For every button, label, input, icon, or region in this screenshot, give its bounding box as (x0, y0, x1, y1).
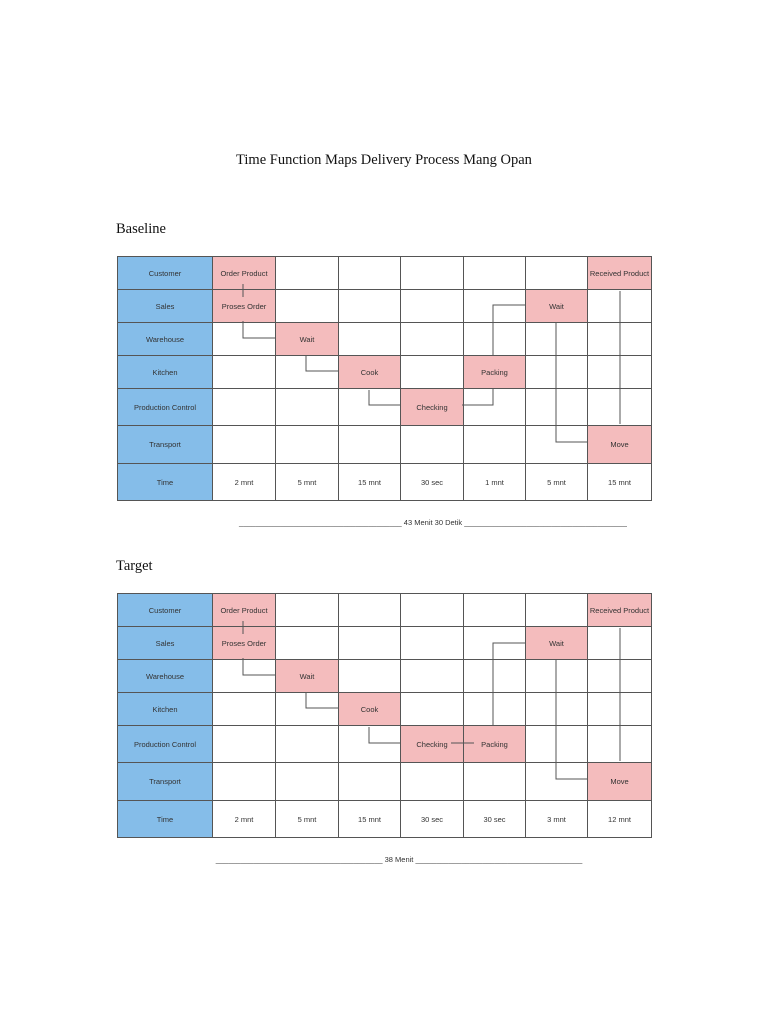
cell (588, 389, 652, 426)
cell (588, 726, 652, 763)
time-value: 30 sec (401, 464, 464, 501)
cell (339, 426, 401, 464)
baseline-time-function-map (117, 256, 652, 501)
cell (339, 257, 401, 290)
time-row (118, 801, 652, 838)
cell (464, 426, 526, 464)
table-row (118, 257, 652, 290)
cell (526, 426, 588, 464)
cell (401, 660, 464, 693)
time-value: 12 mnt (588, 801, 652, 838)
time-value: 5 mnt (276, 464, 339, 501)
cell (339, 323, 401, 356)
table-row (118, 290, 652, 323)
cell (464, 323, 526, 356)
cell (276, 290, 339, 323)
cell (401, 693, 464, 726)
cell (276, 426, 339, 464)
cell (213, 726, 276, 763)
cell (526, 323, 588, 356)
table-row (118, 726, 652, 763)
cell (526, 257, 588, 290)
cell (213, 389, 276, 426)
cell (339, 389, 401, 426)
cell (588, 660, 652, 693)
row-label-kitchen: Kitchen (118, 356, 213, 389)
activity-proses-order: Proses Order (213, 627, 276, 660)
activity-move: Move (588, 426, 652, 464)
time-value: 30 sec (464, 801, 526, 838)
cell (401, 290, 464, 323)
cell (588, 627, 652, 660)
activity-warehouse-wait: Wait (276, 323, 339, 356)
cell (464, 594, 526, 627)
row-label-transport: Transport (118, 426, 213, 464)
cell (276, 389, 339, 426)
cell (213, 693, 276, 726)
time-value: 2 mnt (213, 464, 276, 501)
row-label-customer: Customer (118, 594, 213, 627)
time-value: 1 mnt (464, 464, 526, 501)
cell (526, 693, 588, 726)
cell (213, 763, 276, 801)
cell (464, 763, 526, 801)
row-label-warehouse: Warehouse (118, 660, 213, 693)
row-label-customer: Customer (118, 257, 213, 290)
table-row (118, 627, 652, 660)
cell (464, 257, 526, 290)
row-label-kitchen: Kitchen (118, 693, 213, 726)
time-value: 3 mnt (526, 801, 588, 838)
cell (339, 627, 401, 660)
cell (464, 627, 526, 660)
activity-checking: Checking (401, 389, 464, 426)
time-value: 2 mnt (213, 801, 276, 838)
activity-cook: Cook (339, 693, 401, 726)
cell (401, 627, 464, 660)
cell (464, 389, 526, 426)
target-heading: Target (116, 558, 153, 574)
cell (401, 323, 464, 356)
cell (276, 693, 339, 726)
cell (339, 290, 401, 323)
baseline-heading: Baseline (116, 221, 166, 237)
activity-sales-wait: Wait (526, 290, 588, 323)
cell (526, 356, 588, 389)
cell (339, 763, 401, 801)
time-value: 15 mnt (588, 464, 652, 501)
table-row (118, 356, 652, 389)
cell (276, 763, 339, 801)
time-row (118, 464, 652, 501)
time-value: 30 sec (401, 801, 464, 838)
row-label-production-control: Production Control (118, 389, 213, 426)
cell (526, 660, 588, 693)
activity-packing: Packing (464, 726, 526, 763)
cell (213, 660, 276, 693)
activity-checking: Checking (401, 726, 464, 763)
row-label-transport: Transport (118, 763, 213, 801)
cell (464, 693, 526, 726)
activity-packing: Packing (464, 356, 526, 389)
target-total-time: ________________________________________ 38 Menit ________________________________________ (215, 855, 583, 864)
cell (588, 290, 652, 323)
cell (401, 426, 464, 464)
cell (526, 389, 588, 426)
time-value: 5 mnt (526, 464, 588, 501)
cell (464, 290, 526, 323)
activity-received-product: Received Product (588, 257, 652, 290)
cell (588, 356, 652, 389)
activity-warehouse-wait: Wait (276, 660, 339, 693)
cell (588, 693, 652, 726)
activity-proses-order: Proses Order (213, 290, 276, 323)
activity-sales-wait: Wait (526, 627, 588, 660)
cell (526, 763, 588, 801)
row-label-time: Time (118, 464, 213, 501)
cell (401, 594, 464, 627)
target-time-function-map (117, 593, 652, 838)
activity-move: Move (588, 763, 652, 801)
row-label-production-control: Production Control (118, 726, 213, 763)
row-label-sales: Sales (118, 627, 213, 660)
cell (276, 257, 339, 290)
activity-order-product: Order Product (213, 594, 276, 627)
cell (213, 356, 276, 389)
table-row (118, 389, 652, 426)
row-label-sales: Sales (118, 290, 213, 323)
table-row (118, 660, 652, 693)
document-title: Time Function Maps Delivery Process Mang Opan (236, 152, 532, 168)
cell (526, 594, 588, 627)
table-row (118, 323, 652, 356)
cell (401, 763, 464, 801)
table-row (118, 594, 652, 627)
baseline-total-time: _______________________________________ 43 Menit 30 Detik _______________________________________ (239, 518, 627, 527)
cell (526, 726, 588, 763)
activity-order-product: Order Product (213, 257, 276, 290)
cell (276, 594, 339, 627)
activity-cook: Cook (339, 356, 401, 389)
cell (588, 323, 652, 356)
table-row (118, 693, 652, 726)
row-label-warehouse: Warehouse (118, 323, 213, 356)
time-value: 15 mnt (339, 464, 401, 501)
cell (339, 594, 401, 627)
table-row (118, 763, 652, 801)
cell (401, 356, 464, 389)
table-row (118, 426, 652, 464)
cell (213, 426, 276, 464)
cell (276, 356, 339, 389)
cell (213, 323, 276, 356)
cell (276, 627, 339, 660)
cell (339, 660, 401, 693)
activity-received-product: Received Product (588, 594, 652, 627)
cell (339, 726, 401, 763)
row-label-time: Time (118, 801, 213, 838)
cell (276, 726, 339, 763)
time-value: 15 mnt (339, 801, 401, 838)
cell (464, 660, 526, 693)
time-value: 5 mnt (276, 801, 339, 838)
cell (401, 257, 464, 290)
